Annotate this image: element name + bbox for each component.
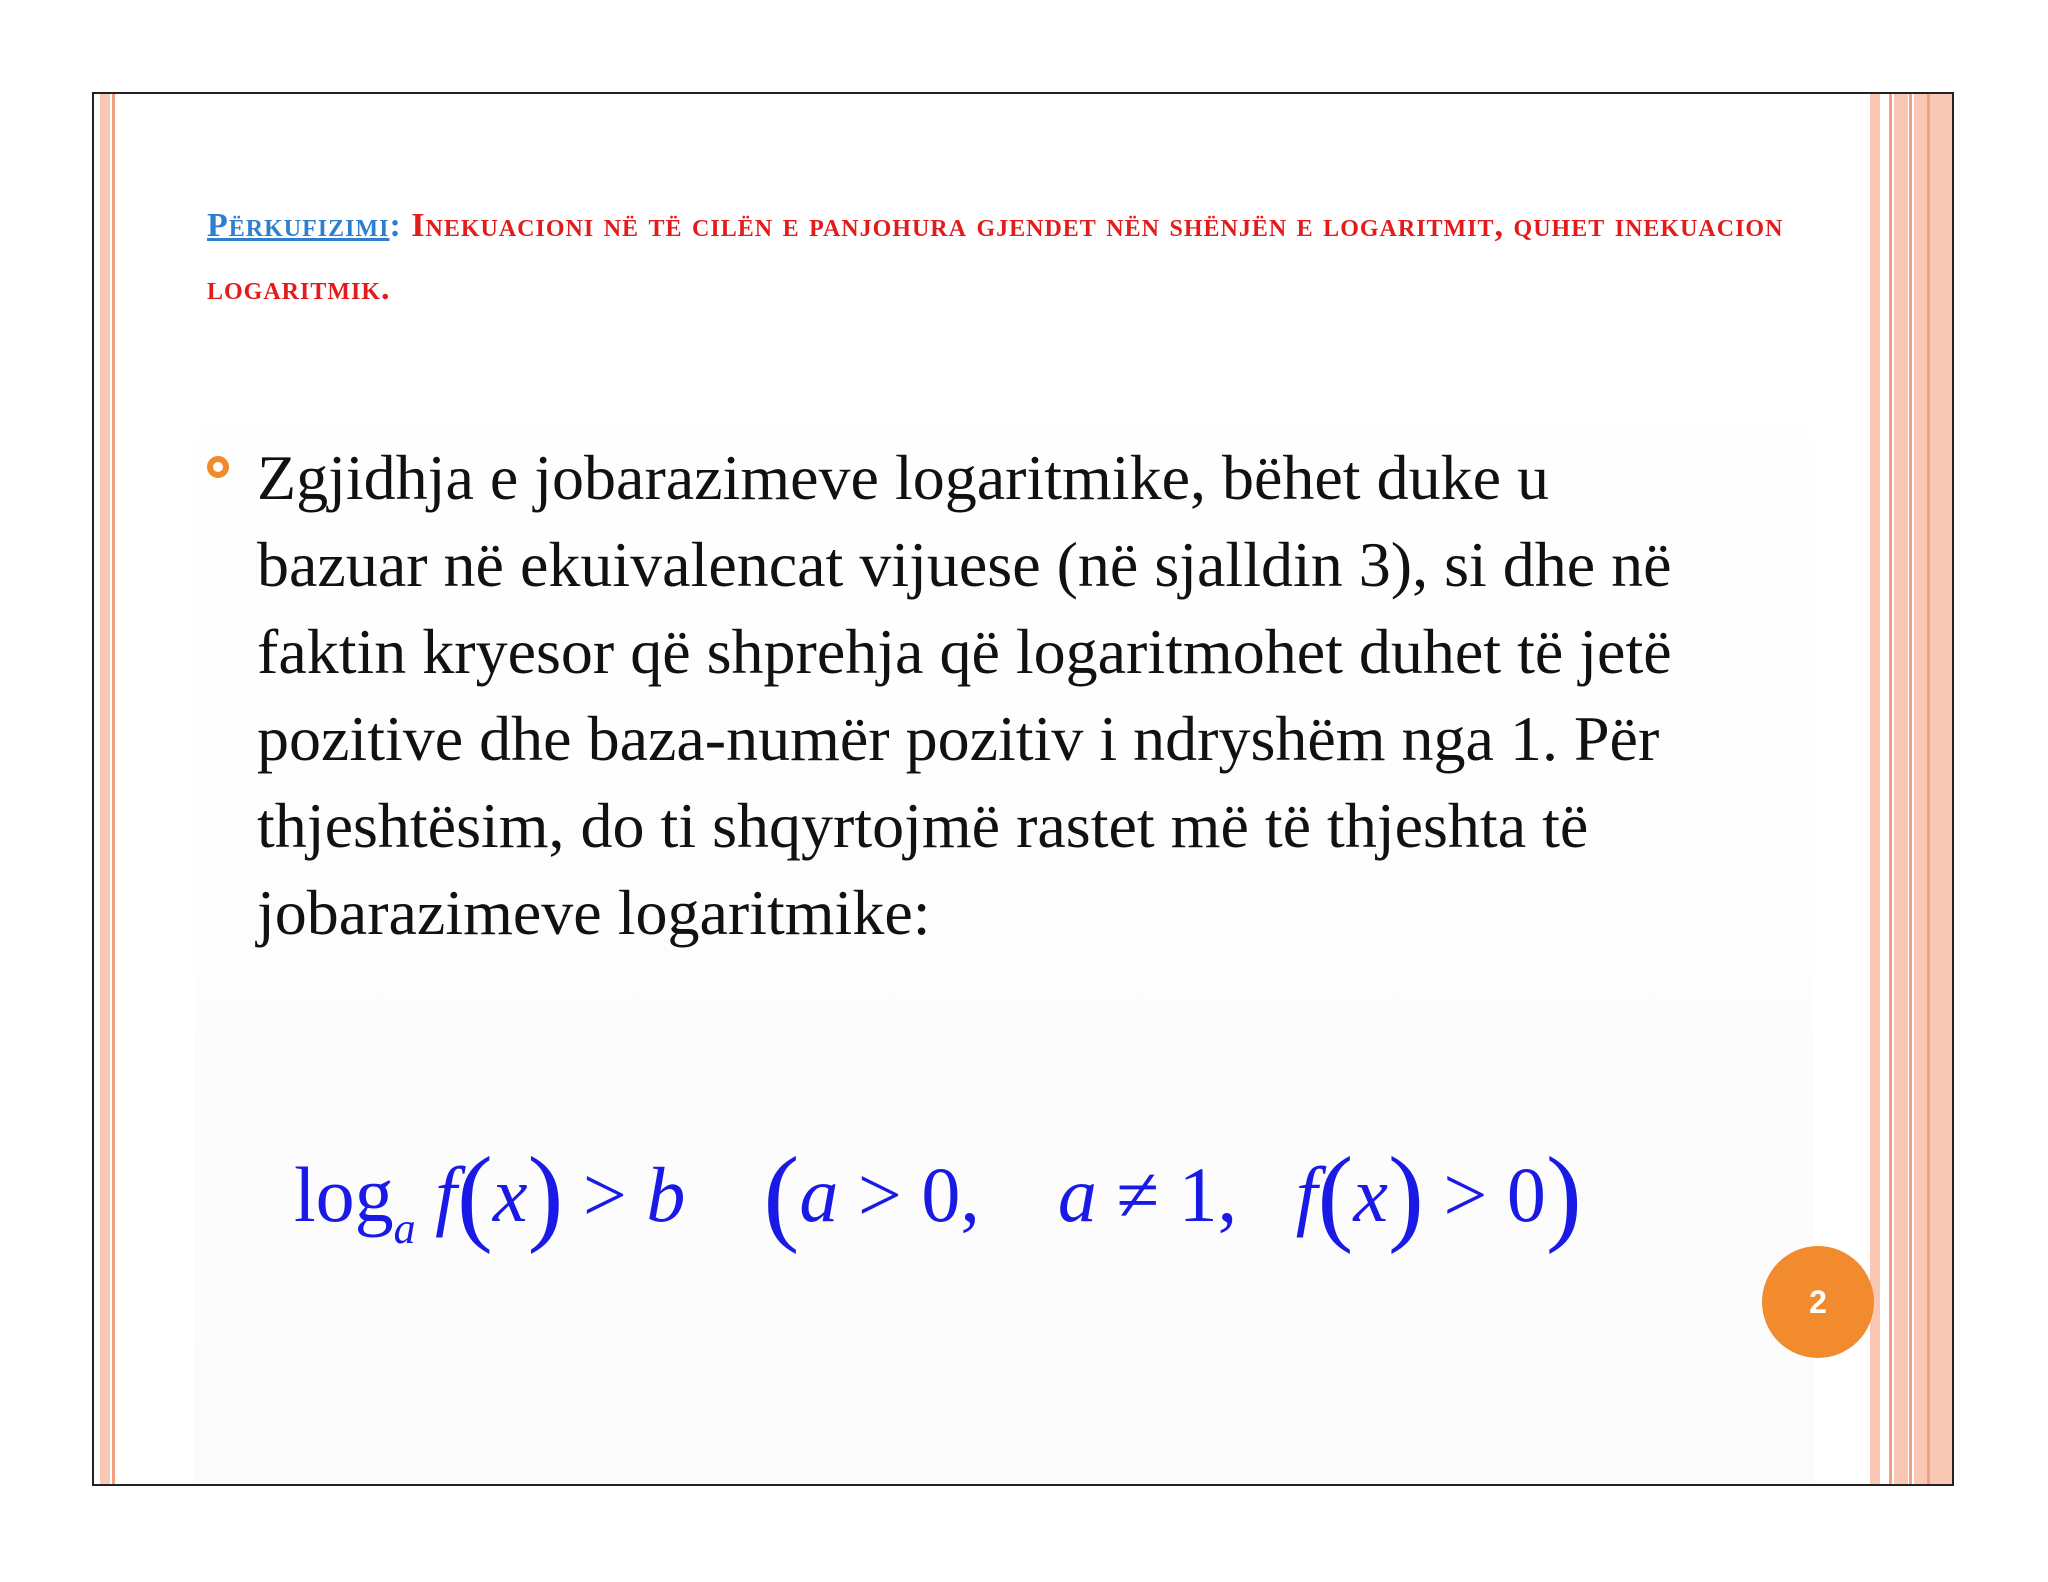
formula-base: a (393, 1204, 416, 1253)
formula-condition: > 0, (857, 1151, 980, 1238)
bullet-item (207, 434, 1707, 956)
formula-paren: ( (1317, 1136, 1354, 1255)
slide-frame (92, 92, 1954, 1486)
formula-bound: b (646, 1151, 686, 1238)
formula-paren: ) (1545, 1136, 1582, 1255)
bullet-circle-icon (207, 456, 229, 478)
definition-text: Inekuacioni në të cilën e panjohura gjendet nën shënjën e logaritmit, quhet inekuacion logaritmik. (207, 207, 1784, 307)
formula-function: f (435, 1151, 457, 1238)
formula-paren: ( (456, 1136, 493, 1255)
bullet-text: Zgjidhja e jobarazimeve logaritmike, bëhet duke u bazuar në ekuivalencat vijuese (në sjalldin 3), si dhe në faktin kryesor që shprehja që logaritmohet duhet të jetë pozitive dhe baza-numër pozitiv i ndryshëm nga 1. Për thjeshtësim, do ti shqyrtojmë rastet më të thjeshta të jobarazimeve logaritmike: (257, 442, 1672, 948)
formula-condition: > 0 (1443, 1151, 1546, 1238)
formula-log: log (294, 1151, 394, 1238)
left-decor-line (112, 94, 115, 1484)
formula-paren: ( (763, 1136, 800, 1255)
left-decor-stripe (100, 94, 110, 1484)
formula-base-var: a (799, 1151, 839, 1238)
page-number-badge: 2 (1762, 1246, 1874, 1358)
definition-colon: : (389, 207, 402, 244)
formula-paren: ) (527, 1136, 564, 1255)
right-decor-stripe (1914, 94, 1952, 1484)
right-decor-line (1927, 94, 1930, 1484)
formula-condition: ≠ 1, (1116, 1151, 1238, 1238)
formula-variable: x (492, 1151, 528, 1238)
formula-paren: ) (1387, 1136, 1424, 1255)
definition-term: Përkufizimi (207, 207, 390, 244)
formula-operator: > (582, 1151, 627, 1238)
logarithmic-inequality-formula (294, 1134, 1582, 1258)
right-decor-stripe (1870, 94, 1880, 1484)
right-decor-stripe (1894, 94, 1908, 1484)
formula-function: f (1295, 1151, 1318, 1238)
definition-heading (207, 194, 1787, 320)
right-decor-line (1909, 94, 1912, 1484)
right-decor-line (1889, 94, 1892, 1484)
formula-variable: x (1353, 1151, 1388, 1238)
formula-base-var: a (1057, 1151, 1097, 1238)
